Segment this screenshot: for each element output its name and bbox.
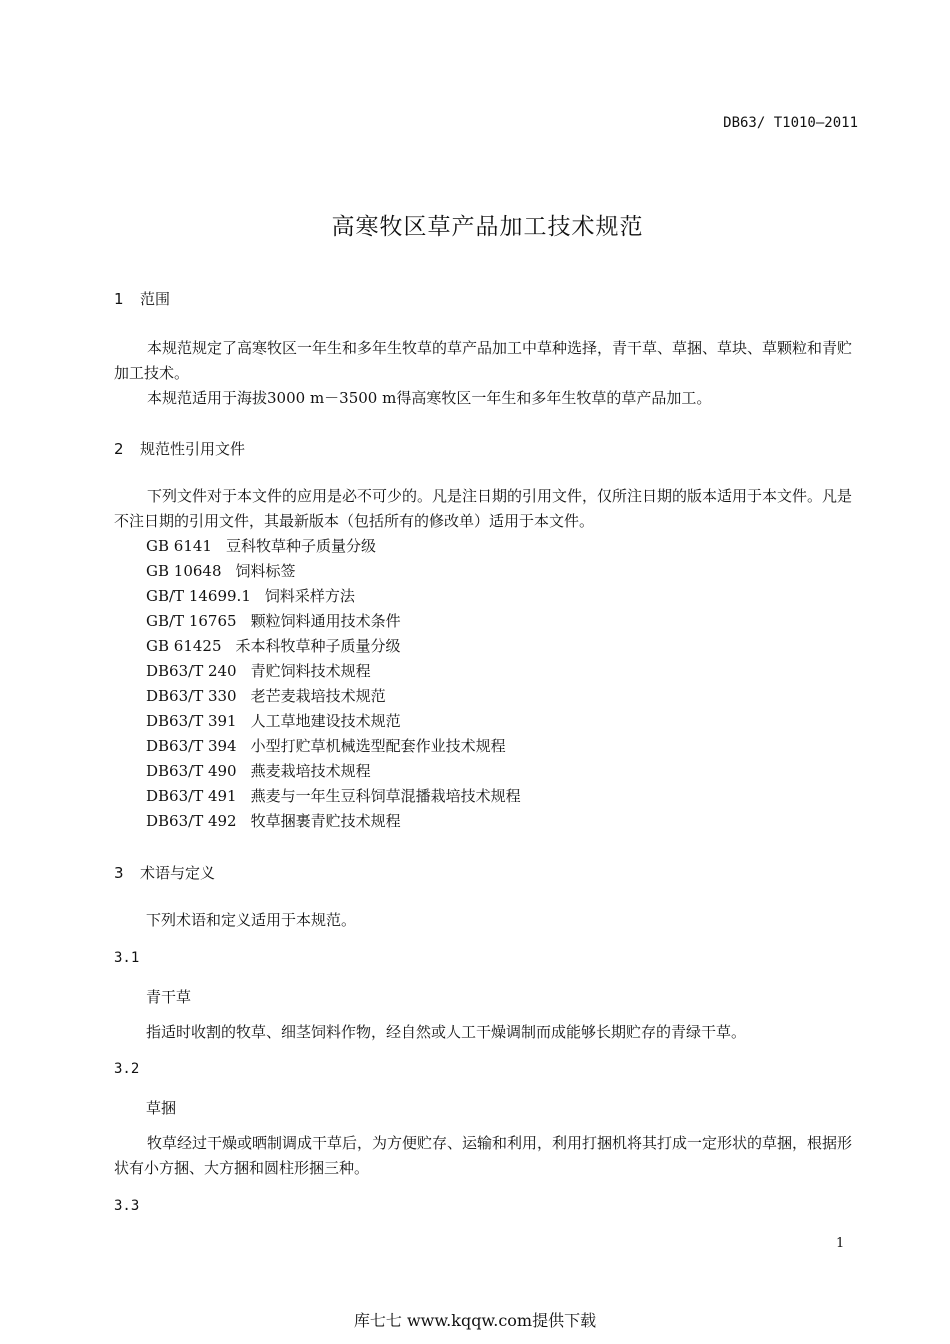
section-title: 术语与定义	[140, 864, 216, 882]
section-1-heading	[114, 288, 170, 309]
document-title: 高寒牧区草产品加工技术规范	[331, 214, 644, 240]
reference-code: DB63/T 490	[146, 762, 237, 780]
term-name: 草捆	[146, 1099, 177, 1117]
section-title: 范围	[140, 290, 171, 308]
reference-name: 颗粒饲料通用技术条件	[250, 612, 401, 630]
page-number: 1	[836, 1236, 845, 1251]
term-definition: 牧草经过干燥或晒制调成干草后，为方便贮存、运输和利用，利用打捆机将其打成一定形状的草捆，根据形状有小方捆、大方捆和圆柱形捆三种。	[114, 1134, 853, 1177]
reference-code: GB/T 14699.1	[146, 587, 251, 605]
reference-item	[146, 809, 521, 834]
reference-name: 人工草地建设技术规范	[250, 712, 401, 730]
section-1-paragraph-2: 本规范适用于海拔3000 m－3500 m得高寒牧区一年生和多年生牧草的草产品加工。	[147, 389, 712, 407]
reference-code: DB63/T 391	[146, 712, 237, 730]
term-number: 3.3	[114, 1198, 140, 1214]
reference-item	[146, 609, 521, 634]
reference-code: DB63/T 330	[146, 687, 237, 705]
term-number: 3.2	[114, 1061, 140, 1077]
section-2-intro: 下列文件对于本文件的应用是必不可少的。凡是注日期的引用文件，仅所注日期的版本适用于本文件。凡是不注日期的引用文件，其最新版本（包括所有的修改单）适用于本文件。	[114, 487, 853, 530]
section-number: 2	[114, 440, 124, 458]
reference-code: DB63/T 240	[146, 662, 237, 680]
reference-item	[146, 784, 521, 809]
reference-name: 燕麦与一年生豆科饲草混播栽培技术规程	[250, 787, 521, 805]
reference-name: 老芒麦栽培技术规范	[250, 687, 386, 705]
section-3-intro: 下列术语和定义适用于本规范。	[146, 911, 357, 929]
reference-code: GB 61425	[146, 637, 222, 655]
reference-code: GB 10648	[146, 562, 222, 580]
reference-item	[146, 709, 521, 734]
reference-code: DB63/T 492	[146, 812, 237, 830]
reference-name: 燕麦栽培技术规程	[250, 762, 371, 780]
term-number: 3.1	[114, 950, 140, 966]
reference-name: 禾本科牧草种子质量分级	[235, 637, 401, 655]
normative-reference-list	[146, 534, 521, 834]
reference-name: 饲料采样方法	[264, 587, 355, 605]
reference-name: 牧草捆裹青贮技术规程	[250, 812, 401, 830]
section-number: 1	[114, 290, 124, 308]
reference-name: 小型打贮草机械选型配套作业技术规程	[250, 737, 506, 755]
reference-item	[146, 534, 521, 559]
section-2-heading	[114, 438, 245, 459]
term-name: 青干草	[146, 988, 192, 1006]
reference-item	[146, 734, 521, 759]
standard-code: DB63/ T1010—2011	[723, 115, 858, 131]
section-title: 规范性引用文件	[140, 440, 246, 458]
reference-code: DB63/T 491	[146, 787, 237, 805]
reference-name: 青贮饲料技术规程	[250, 662, 371, 680]
reference-code: GB/T 16765	[146, 612, 237, 630]
reference-name: 豆科牧草种子质量分级	[225, 537, 376, 555]
reference-item	[146, 759, 521, 784]
reference-code: DB63/T 394	[146, 737, 237, 755]
section-number: 3	[114, 864, 124, 882]
section-1-paragraph-1: 本规范规定了高寒牧区一年生和多年生牧草的草产品加工中草种选择，青干草、草捆、草块、草颗粒和青贮加工技术。	[114, 339, 853, 382]
reference-item	[146, 684, 521, 709]
reference-item	[146, 584, 521, 609]
reference-item	[146, 634, 521, 659]
reference-item	[146, 559, 521, 584]
reference-name: 饲料标签	[235, 562, 296, 580]
term-definition: 指适时收割的牧草、细茎饲料作物，经自然或人工干燥调制而成能够长期贮存的青绿干草。	[146, 1023, 747, 1041]
download-footer: 库七七 www.kqqw.com提供下载	[353, 1311, 597, 1330]
reference-item	[146, 659, 521, 684]
reference-code: GB 6141	[146, 537, 212, 555]
section-3-heading	[114, 862, 215, 883]
